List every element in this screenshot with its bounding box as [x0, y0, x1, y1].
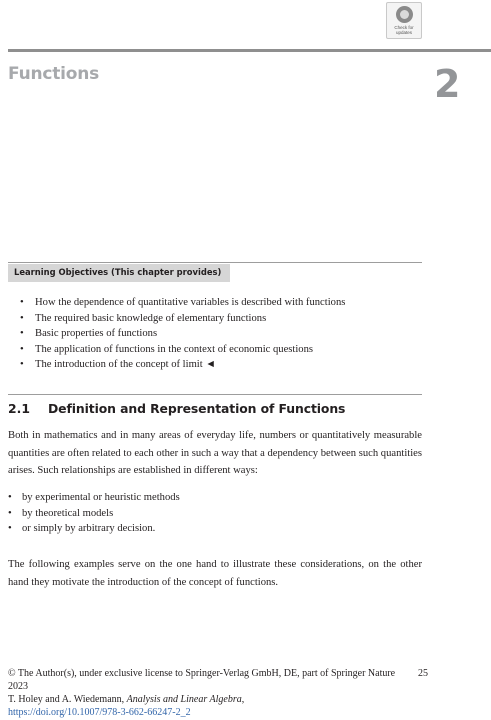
- list-item: • The introduction of the concept of limit ◄: [20, 357, 345, 373]
- objectives-list: [20, 295, 345, 373]
- body-paragraph: The following examples serve on the one hand to illustrate these considerations, on the other hand they motivate the introduction of the concept of functions.: [8, 559, 422, 588]
- list-item: • or simply by arbitrary decision.: [8, 521, 180, 537]
- check-for-updates-badge[interactable]: [386, 2, 422, 39]
- list-item: • The required basic knowledge of elementary functions: [20, 311, 345, 327]
- list-item: • How the dependence of quantitative variables is described with functions: [20, 295, 345, 311]
- doi-link[interactable]: https://doi.org/10.1007/978-3-662-66247-2_2: [8, 707, 191, 718]
- section-title: Definition and Representation of Functions: [48, 401, 346, 416]
- top-divider: [8, 49, 491, 52]
- objectives-label: Learning Objectives (This chapter provides): [14, 267, 222, 277]
- body-paragraph: Both in mathematics and in many areas of everyday life, numbers or quantitatively measurable quantities are often related to each other in such a way that a dependency between such quantities arises. Such relationships are established in different ways:: [8, 430, 422, 477]
- chapter-title: Functions: [8, 64, 100, 84]
- list-item: • The application of functions in the context of economic questions: [20, 342, 345, 358]
- page-number: 25: [418, 668, 428, 679]
- book-title: Analysis and Linear Algebra: [126, 694, 242, 705]
- update-check-icon: [396, 6, 413, 23]
- badge-text: Check for updates: [394, 25, 414, 35]
- objectives-divider: [8, 262, 422, 263]
- copyright-notice: © The Author(s), under exclusive license to Springer-Verlag GmbH, DE, part of Springer Nature 2023: [8, 668, 396, 692]
- chapter-number: 2: [434, 62, 461, 106]
- list-item: • Basic properties of functions: [20, 326, 345, 342]
- page-footer: © The Author(s), under exclusive license to Springer-Verlag GmbH, DE, part of Springer Nature 2023 25 T. Holey and A. Wiedemann, Analysis and Linear Algebra, https://doi.org/10.1007/978-3-662-66247-2_2: [8, 668, 428, 718]
- authors: T. Holey and A. Wiedemann,: [8, 694, 125, 705]
- list-item: • by theoretical models: [8, 506, 180, 522]
- list-item: • by experimental or heuristic methods: [8, 490, 180, 506]
- section-divider: [8, 394, 422, 395]
- methods-list: [8, 490, 180, 537]
- section-number: 2.1: [8, 401, 30, 416]
